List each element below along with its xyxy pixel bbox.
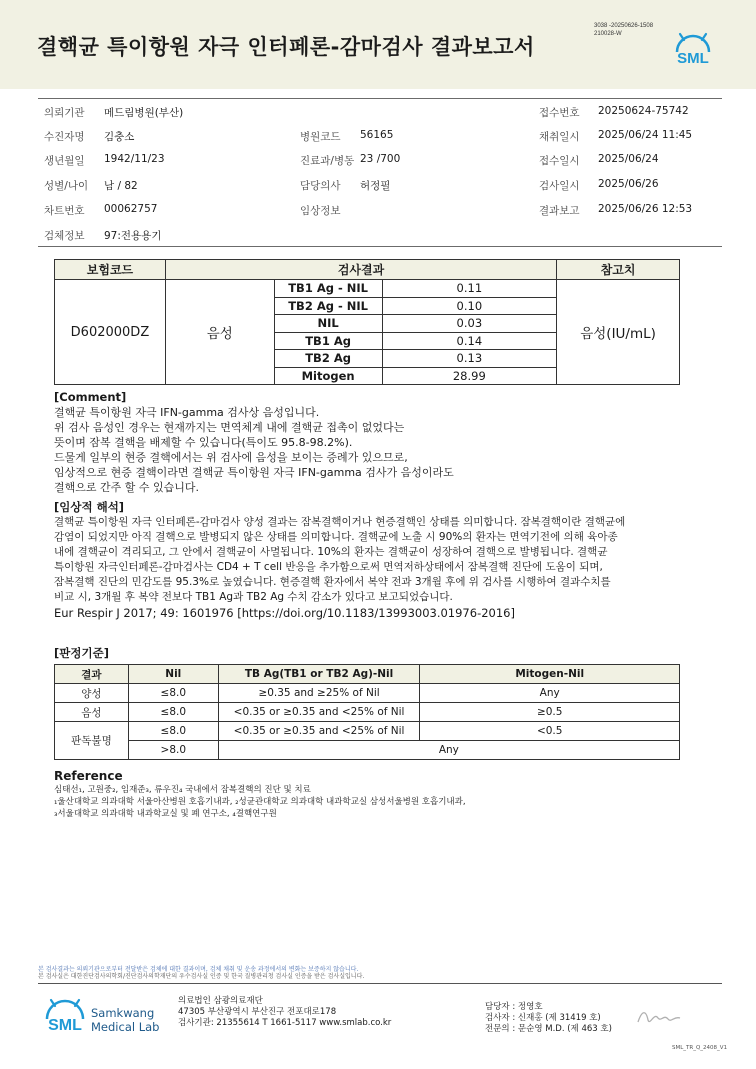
- comment-line: 결핵으로 간주 할 수 있습니다.: [54, 481, 199, 494]
- interpretation-heading: [임상적 해석]: [54, 500, 125, 514]
- document-code: [594, 22, 653, 38]
- header-result: 검사결과: [165, 260, 556, 280]
- label-specimen: 검체정보: [44, 230, 85, 242]
- analyte-value: 0.10: [382, 297, 557, 315]
- analyte-value: 0.13: [382, 350, 557, 368]
- interpretation-line: 결핵균 특이항원 자극 인터페론-감마검사 양성 결과는 잠복결핵이거나 현증결핵인 상태를 의미합니다. 잠복결핵이란 결핵균에: [54, 516, 626, 528]
- result-table: [54, 259, 680, 385]
- footer-org-block: [178, 996, 391, 1029]
- sml-logo-icon: [672, 32, 714, 70]
- footer-license: 검사기관: 21355614 T 1661-5117 www.smlab.co.kr: [178, 1018, 392, 1028]
- footer-org: 의료법인 삼광의료재단: [178, 996, 263, 1006]
- comment-line: 결핵균 특이항원 자극 IFN-gamma 검사상 음성입니다.: [54, 406, 320, 419]
- interpretation-line: 잠복결핵 진단의 민감도를 95.3%로 높였습니다. 현증결핵 환자에서 복약 전과 3개월 후에 위 검사를 시행하여 결과수치를: [54, 576, 611, 588]
- info-top-rule: [38, 98, 722, 99]
- analyte-name: TB1 Ag: [274, 332, 382, 350]
- criteria-tb: <0.35 or ≥0.35 and <25% of Nil: [218, 703, 420, 722]
- label-birth: 생년월일: [44, 155, 85, 167]
- value-tested: 2025/06/26: [598, 178, 659, 190]
- criteria-table: [54, 664, 680, 760]
- label-patient: 수진자명: [44, 131, 85, 143]
- label-sex-age: 성별/나이: [44, 180, 89, 192]
- label-hospital-code: 병원코드: [300, 131, 341, 143]
- criteria-tb: <0.35 or ≥0.35 and <25% of Nil: [218, 722, 420, 741]
- comment-line: 위 검사 음성인 경우는 현재까지는 면역체계 내에 결핵균 접촉이 없었다는: [54, 421, 405, 434]
- table-row: [55, 684, 680, 703]
- label-tested: 검사일시: [539, 180, 580, 192]
- logo-text: SML: [677, 50, 709, 67]
- analyte-name: Mitogen: [274, 367, 382, 385]
- footer-staff: 검사자 : 신재홍 (제 31419 호): [485, 1013, 601, 1023]
- analyte-value: 0.03: [382, 315, 557, 333]
- interpretation-line: 비교 시, 3개월 후 복약 전보다 TB1 Ag과 TB2 Ag 수치 감소가 있다고 보고되었습니다.: [54, 591, 453, 603]
- sml-footer-logo-icon: [44, 997, 86, 1035]
- interpretation-line: 감염이 되었지만 아직 결핵으로 발병되지 않은 상태를 의미합니다. 결핵균에 노출 시 90%의 환자는 면역기전에 의해 육아종: [54, 531, 618, 543]
- criteria-any: Any: [218, 741, 679, 760]
- value-receipt-no: 20250624-75742: [598, 105, 689, 117]
- label-chart: 차트번호: [44, 205, 85, 217]
- footer-brand-line2: Medical Lab: [91, 1020, 160, 1034]
- reference-section: [54, 769, 466, 820]
- table-row: [55, 280, 680, 298]
- reference-line: ₃서울대학교 의과대학 내과학교실 및 폐 연구소, ₄결핵연구원: [54, 809, 277, 819]
- reference-line: ₁울산대학교 의과대학 서울아산병원 호흡기내과, ₂성균관대학교 의과대학 내과학교실 삼성서울병원 호흡기내과,: [54, 797, 466, 807]
- footer-staff-block: [485, 1002, 612, 1035]
- criteria-nil: ≤8.0: [128, 703, 218, 722]
- label-dept: 진료과/병동: [300, 155, 355, 167]
- info-bottom-rule: [38, 246, 722, 247]
- overall-result: 음성: [165, 280, 274, 385]
- value-received: 2025/06/24: [598, 153, 659, 165]
- notice-line: 본 검사결과는 의뢰기관으로부터 전달받은 검체에 대한 결과이며, 검체 채취 및 운송 과정에서의 변화는 보증하지 않습니다.: [38, 966, 359, 973]
- label-reported: 결과보고: [539, 205, 580, 217]
- criteria-nil: ≤8.0: [128, 684, 218, 703]
- interpretation-section: [54, 500, 734, 621]
- criteria-section: [54, 646, 734, 661]
- comment-line: 드물게 일부의 현증 결핵에서는 위 검사에 음성을 보이는 증례가 있으므로,: [54, 451, 408, 464]
- value-collected: 2025/06/24 11:45: [598, 129, 693, 141]
- criteria-header: 결과: [55, 665, 129, 684]
- form-code: SML_TR_Q_2408_V1: [672, 1045, 728, 1051]
- reference-heading: Reference: [54, 769, 123, 783]
- signature-icon: [636, 1006, 682, 1030]
- value-hospital-code: 56165: [360, 129, 394, 141]
- comment-line: 뜻이며 잠복 결핵을 배제할 수 있습니다(특이도 95.8-98.2%).: [54, 436, 353, 449]
- footer-brand-line1: Samkwang: [91, 1006, 155, 1020]
- table-row: [55, 703, 680, 722]
- comment-heading: [Comment]: [54, 390, 127, 404]
- value-specimen: 97:전용용기: [104, 230, 162, 242]
- table-row: [55, 741, 680, 760]
- analyte-name: TB2 Ag - NIL: [274, 297, 382, 315]
- footer-staff: 담당자 : 정영호: [485, 1002, 543, 1012]
- reference-value: 음성(IU/mL): [557, 280, 680, 385]
- document-code-line-2: 210028-W: [594, 31, 622, 37]
- value-patient: 김충소: [104, 131, 135, 143]
- criteria-nil: ≤8.0: [128, 722, 218, 741]
- notice-text: [38, 966, 364, 980]
- insurance-code: D602000DZ: [55, 280, 166, 385]
- document-code-line-1: 3038 -20250626-1508: [594, 23, 654, 29]
- label-doctor: 담당의사: [300, 180, 341, 192]
- value-chart: 00062757: [104, 203, 158, 215]
- criteria-tb: ≥0.35 and ≥25% of Nil: [218, 684, 420, 703]
- comment-section: [54, 390, 734, 495]
- footer-logo-text: SML: [48, 1017, 82, 1034]
- footer-staff: 전문의 : 문순영 M.D. (제 463 호): [485, 1024, 612, 1034]
- criteria-result: 음성: [55, 703, 129, 722]
- criteria-mitogen: <0.5: [420, 722, 680, 741]
- criteria-result: 판독불명: [55, 722, 129, 760]
- analyte-name: TB1 Ag - NIL: [274, 280, 382, 298]
- footer-address: 47305 부산광역시 부산진구 전포대로178: [178, 1007, 337, 1017]
- criteria-result: 양성: [55, 684, 129, 703]
- interpretation-line: 내에 결핵균이 격리되고, 그 안에서 결핵균이 사멸됩니다. 10%의 환자는 결핵균이 성장하여 결핵으로 발병됩니다. 결핵균: [54, 546, 608, 558]
- reference-line: 심태선₁, 고원중₂, 임재준₃, 류우진₄ 국내에서 잠복결핵의 진단 및 치료: [54, 785, 311, 795]
- analyte-value: 28.99: [382, 367, 557, 385]
- value-sex-age: 남 / 82: [104, 180, 138, 192]
- interpretation-citation: Eur Respir J 2017; 49: 1601976 [https://doi.org/10.1183/13993003.01976-2016]: [54, 606, 515, 620]
- notice-line: 본 검사실은 대한진단검사의학회/진단검사의학재단의 우수검사실 인증 및 한국 질병관리청 검사실 인증을 받은 검사실입니다.: [38, 973, 365, 980]
- criteria-header: TB Ag(TB1 or TB2 Ag)-Nil: [218, 665, 420, 684]
- interpretation-line: 특이항원 자극인터페론-감마검사는 CD4 + T cell 반응을 추가함으로써 면역저하상태에서 잠복결핵 진단에 도움이 되며,: [54, 561, 603, 573]
- header-insurance-code: 보험코드: [55, 260, 166, 280]
- header-reference: 참고치: [557, 260, 680, 280]
- label-collected: 채취일시: [539, 131, 580, 143]
- criteria-mitogen: Any: [420, 684, 680, 703]
- report-title: 결핵균 특이항원 자극 인터페론-감마검사 결과보고서: [37, 35, 535, 59]
- footer-brand: [91, 1006, 159, 1034]
- value-institution: 메드림병원(부산): [104, 107, 184, 119]
- label-institution: 의뢰기관: [44, 107, 85, 119]
- value-reported: 2025/06/26 12:53: [598, 203, 693, 215]
- label-receipt-no: 접수번호: [539, 107, 580, 119]
- label-clinical: 임상정보: [300, 205, 341, 217]
- analyte-name: NIL: [274, 315, 382, 333]
- analyte-name: TB2 Ag: [274, 350, 382, 368]
- label-received: 접수일시: [539, 155, 580, 167]
- table-row: [55, 722, 680, 741]
- criteria-nil: >8.0: [128, 741, 218, 760]
- criteria-header: Mitogen-Nil: [420, 665, 680, 684]
- criteria-heading: [판정기준]: [54, 646, 109, 660]
- analyte-value: 0.11: [382, 280, 557, 298]
- comment-line: 임상적으로 현증 결핵이라면 결핵균 특이항원 자극 IFN-gamma 검사가 음성이라도: [54, 466, 454, 479]
- criteria-header: Nil: [128, 665, 218, 684]
- footer-rule: [38, 983, 722, 984]
- value-dept: 23 /700: [360, 153, 401, 165]
- analyte-value: 0.14: [382, 332, 557, 350]
- criteria-mitogen: ≥0.5: [420, 703, 680, 722]
- value-birth: 1942/11/23: [104, 153, 165, 165]
- value-doctor: 허정필: [360, 180, 391, 192]
